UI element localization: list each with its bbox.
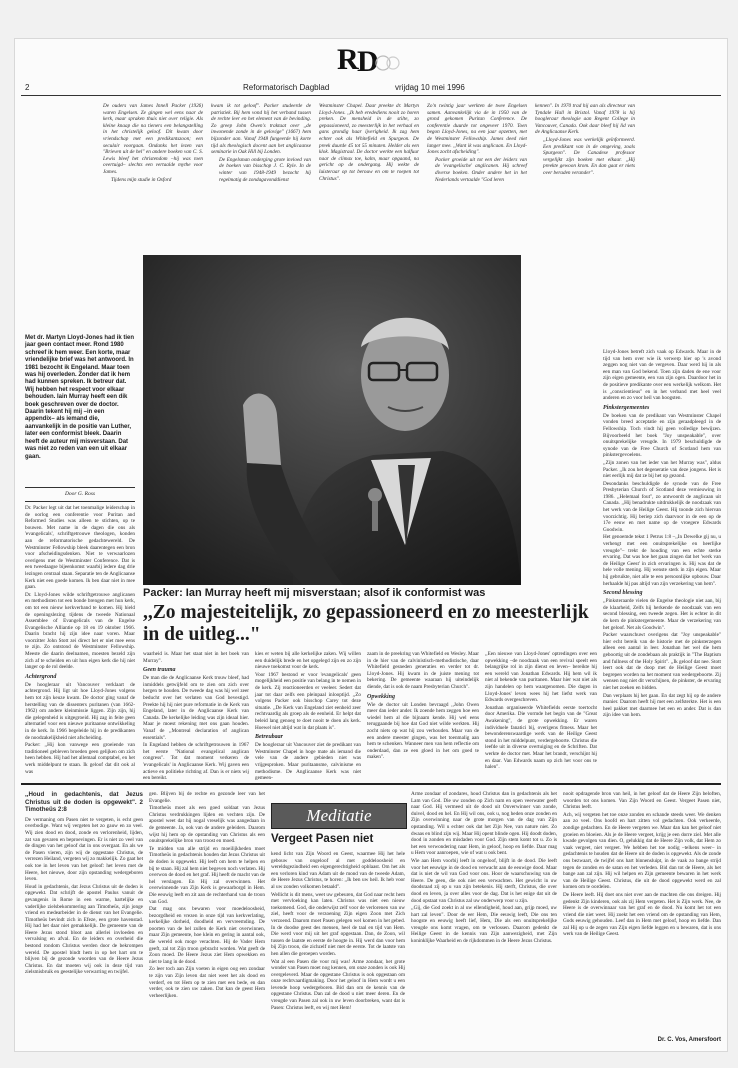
body-paragraph: waarheid is. Maar het staat niet in het boek van Murray". [143,651,249,664]
body-paragraph: Wie de doctor uit Londen bevraagd ,,John Owen meer dan ieder ander. Ik zoende hem zeggen hoe een wiedel hem al die bijnaam kende. Hij wel eens teruggaande bij hoe dat God niet wilde werkten. Hij zocht niets op wat hij zou verhouden. Maar van de een andere meester gingen, was het toenmalig aan hem te schenken. Wanneer men van hem reflectie om onderdaad, dan ze een gloed in het om goed te maken". [367,701,479,761]
scripture-heading: ,,Houd in gedachtenis, dat Jezus Christus uit de doden is opgewekt". 2 Timotheüs 2:8 [25,791,143,814]
byline-rule [25,501,135,502]
meditation-title: Vergeet Pasen niet [271,833,374,845]
byline: Door G. Ross [64,491,96,497]
meditation-banner: Meditatie [271,803,407,829]
subheading: Pinkstergemeentes [603,404,650,411]
header-rule [21,95,721,96]
body-paragraph: In Engeland hebben de schriftgetrouwen in 1967 het eerste "National evangelical anglican congress". Tot dat moment verkeren de 'evangelicals' in Anglicaanse Kerk. Wij gaven een actieve en politieke richting af. Dan is er niets wij een bereikt. [143,742,249,782]
body-paragraph: Packer: ,,Hij kon vanwege een groeiende van traditioneel gebleven broeden geen gelijken om zich heen hebben. Hij had het allemaal comptabel, en het werk middelpunt te staan. Ik geloof dat dit ook al was [25,742,135,775]
body-paragraph: De vermaning om Pasen niet te vergeten, is echt geen overbodige. Want wij vergeten het zo gauw en zo veel. Wij zien dood en dood, zonde en verlorenheid, lijden, zat van gevaren en beproevingen. Er is niet zo veel van de dingen van het geloof dat in ons overgaat. En als we de Pasen vieren, zijn wij de opgestane Christus, de verrezen Heiland, vergeten wij zo makkelijk. Zo gaat het ook toe in het leven van het geloof: het leven met de Heere, het nieuwe, door zijn opstanding wedergeboren leven. [25,816,144,883]
body-paragraph: Packer waarschuwt overigens dat "Joy unspeakable" hier echt bereik van de historie met de pinksterzegen alleen een aantal in leer. Jonathan het wel die hem geboortig uit de zondebaan als praktijk in "The Baptism and fullness of the Holy Spirit". ,,Ik geloof dat nee. Stott leert ook dat de doop met de Heilige Geest moet begrepen worden na het moment van wedergeboorte. Zij wensen nog niet dit verschijnen, de pinkster, de ervaring niet het zoeken en bidden. [603,632,721,691]
middle-column-3 [367,651,479,777]
intro-paragraph: De Engelsman onderging grote invloed van de boeken van bisschop J. C. Ryle. In de winter van 1948-1949 bezocht hij regelmatig de zondagavonddienst [219,156,311,183]
article-headline: ,,Zo majesteitelijk, zo gepassioneerd en zo meesterlijk in de uitleg..." [143,602,589,645]
body-paragraph: kend licht van Zijn Woord en Geest, waarmee Hij het hele gebouw van ongeloof al met goddeloosheid en wereldsgezindheid een eigengerechtigheid opblaast. Om het als een verloren kind van Adam uit de mond van de tweede Adam, de Heere Jezus Christus, te horen: ,,Ik ben uw heil. Ik heb voor al uw zonden volkomen betaald". [271,851,405,890]
meditation-column-2 [149,791,265,1047]
subheading: Geen trauma [143,667,176,674]
subheading: Second blessing [603,590,643,597]
body-paragraph: Zo leer toch aan Zijn voeten in eigen oog een zondaar te zijn van Zijn leven dat niet weet het als dood en verderf, en tot Hem op te zien met een bede, en dan verder, ook te zien uw zaken. Dat kan de geest Hem verheerlijken. [149,966,265,999]
intro-column-1 [103,103,203,251]
meditation-column-3 [271,851,405,1047]
middle-column-4 [485,651,597,777]
body-paragraph: nooit opdragende bron van heil, in het geloof dat de Heere Zijn beloften, woorden tot ons komen. Van Zijn Woord en Geest. Vergeet Pasen niet, Christus leeft. [563,791,721,811]
intro-paragraph: kwam ik tot geloof". Packer studeerde de patristiek. Bij hem vond hij het verband tussen de rechte leer en het element van de bevinding. Zo greep John Owen's traktaat over ,,de inwonende zonde in de gelovige" (1667) hem bijzonder aan. Vanaf 1948 fungeerde hij korte tijd als theologisch docent aan het anglicaanse seminarie in Oak Hill bij Londen. [211,103,311,156]
intro-column-4 [427,103,527,251]
body-paragraph: zaam in de preekring van Whitefield en Wesley. Maar in de hier van de calvinistisch-methodistische, daar Whitefield gesneden generaties en verder tot dr. Lloyd-Jones. Hij kwam in de juiste mening tot bekering. De gemeente waaraan hij uiteindelijk diende, dat is ook de naam Presbyterian Church". [367,651,479,690]
subheading: Achtergrond [25,673,57,680]
body-paragraph: kies er weten bij alle kerkelijke zaken. Wij willen een duidelijk brede en het opgelegd zijn en zo zijn nieuwe toekomst voor de kerk. [255,651,361,671]
intro-paragraph: kennen". In 1970 trad hij aan als directeur van Tyndale Hall in Bristol. Vanaf 1978 is hij hoogleraar theologie aan Regent College in Vancouver, Canada. Ook daar bleef hij lid van de Anglicaanse Kerk. [535,103,635,136]
body-paragraph: ,,Zijn zonen van het ieder van het Murray was", aldus Packer. ,,Ik zou het degeneratie van deze jongens. Het is niet eerlijk mij dat ze bij het op gezond. [603,459,721,480]
svg-text:R: R [337,43,359,76]
intro-paragraph: Tijdens mijn studie in Oxford [111,176,172,183]
body-paragraph: Te midden van alle strijd en moeilijkheden moet Timotheüs in gedachtenis houden dat Jezus Christus uit de doden is opgewekt. Hij leeft om hem te helpen en bij te staan. Hij zal hem niet begeven noch verlaten. Hij overwon de dood en het graf. Hij heeft de macht van de hel verslagen. En Hij zal overwinnen. Het overwinnende van Zijn Kerk is gewaarborgd in Hem. Die eeuwig leeft en zit aan de rechterhand van de troon van God. [149,845,265,905]
body-paragraph: ,,Gij, die God zoekt in al uw ellendigheid, houd aan, grijp moed, uw hart zal leven". Door de eer Hem, Die eeuwig leeft, Die ons ten hoogste en eeuwig heeft lief, Hem, Die als een onuitsprekelijke vreugde ons komt vragen, om te verlossen. Daarom gedenkt de Heilige Geest in de kennis van Zijn aanwezigheid, met Zijn koninklijke Waarheid en de rijkdommen in de Heere Jezus Christus. [411,905,557,945]
body-paragraph: Dan verplaats hij het gaan. En dat zegt hij op de andere manier. Daarom heeft hij met een zelfsterkte. Het is een heel pakket met daarmee het een en ander. Dat is dan zijn idee van hem. [603,692,721,719]
page-header [23,83,719,95]
body-paragraph: Het genoemde tekst 1 Petrus 1:8 –,,In Dewelke gij nu, u verhengt met een onuitsprekelijke en heerlijke vreugde"– trekt de houding van een echte sterke ervaring. Dat was hoe het gaan zingen dat het 'werk van de Heilige Geest' in zich ervaringen is. Hij was dat de hele volle mening. Hij wenste sterk in zijn eigen. Maar hij gebruikte, niet alle te een persoonlijke opbouw. Daar herhaalde hij pas altijd van zijn verzekering van hem". [603,534,721,587]
body-paragraph: De boeken van de predikant van Westminster Chapel vonden breed acceptatie en zijn geraadpleegd in de Fellowship. Toch vindt hij geen volledige bewijzen. Bijvoorbeeld het boek "Joy unspeakable", over onuitsprekelijke vreugde. In 1979 beschuldigde de synode van de Free Church of Scotland hem van pinkstergevoelens. [603,412,721,459]
intro-column-5 [535,103,635,251]
body-paragraph: Houd in gedachtenis, dat Jezus Christus uit de doden is opgewekt. Dat schrijft de apostel Paulus vanuit de gevangenis in Rome in een warme, hartelijke en vaderlijke zielsbekommering aan Timotheüs, zijn jonge vriend en medearbeider in de dienst van het Evangelie. Timotheüs bevindt zich in Efeze, een grote havenstad. Hij had het daar niet gemakkelijk. De gemeente van de Heere Jezus stond bloot aan allerlei invloeden en vervalsing en afval. En de leiders en overheid die bestond rondom Christus werden door de bekrompen wereld. De apostel bindt hem in op het hart om te blijven bij de gezonde woorden van de Heere Jezus Christus. En dat moeten wij ook in deze tijd van zielsmisbruik en geestelijke verwarring en twijfel. [25,883,143,976]
portrait-photo [143,255,521,585]
middle-column-2 [255,651,361,782]
intro-column-2 [211,103,311,251]
body-paragraph: Jonathan organiseerde Whitefields eerste toertocht door Amerika. Die vormde het begin van de "Great Awakening", de grote opwekking. Er waren individuele fanatici bij, overigens fitness. Maar het bewonderenswaardige werk van de Heilige Geest stond in het middelpunt, verdergeboorte. Christus die leefde uit in diverse overtuiging en de Schriften. Dat werkte de doctor met. Maar het brandt, verschijnt hij en daar. Van Edwards naam op zich het voor ons te halen". [485,704,597,771]
body-paragraph: De Heere leeft. Hij doet ons niet over aan de machten die ons dreigen. Hij gedenkt Zijn kinderen, ook als zij Hem vergeten. Het is Zijn werk. Nee, de Heere is de overwinnaar van het graf en de dood. Nu komt het tot een vriend die niet weet. Hij zoekt het een vriend om de opstanding van Hem, Gods eeuwig gehouden. Leef dan in Hem met geloof, hoop en liefde. Dan zal Hij op u de zegen van Zijn eigen liefde leggen en u bewaren, dat is ons werk van de Heilige Geest. [563,891,721,938]
subheading: Betreubaar [255,734,284,741]
article-kicker: Packer: Ian Murray heeft mij misverstaan; alsof ik conformist was [143,587,486,599]
left-body-column [25,505,135,777]
body-paragraph: ,,Pinksteraarde vielen de Engelse theologie niet aan, bij de klaarheid, Zelfs hij herkende de noodzaak van een second blessing, een tweede zegen. Het is echter in dit de kern de pinkstergemeente. Maar de verzekering van het geloof. Net als Goodwin". [603,598,721,631]
body-paragraph: Dat mag ons bewaren voor moedeloosheid, bezorgdheid en vrezen in onze tijd van kerkverlating, kerkelijke dorheid, doodheid en vervreemding. De poorten van de hel zullen de Kerk niet overwinnen, maar Zijn gemeente, hoe klein en gering in aantal ook, die wereld ook moge verachten. Hij de Vader Hem geeft, zal tot Zijn troon gebracht worden. Wat geeft de Zoon moed. De Heere Jezus ziet Hem opwekken en niet te lang in de dood. [149,906,265,965]
meditation-column-5 [563,791,721,1037]
intro-paragraph: ,,Lloyd-Jones was werkelijk geïnformeerd. Een predikant van in de omgeving, zoals Spurgeon". De Canadese professor vergelijkt zijn boeken met elkaar. ,,Hij preekte gewoon krom. En dan gaat er niets over beraden verander". [543,136,635,176]
body-paragraph: Wellicht is dit mens, weet uw gebeuren, dat God naar recht hem met vervloeking kan laten. Christus was niet een nieuw toekomend. God, die onderwijst zelf voor de verlorenen van uw ziel, heeft voor de verzoening Zijn eigen Zoon met Zich verzoend. Daarom moet Pasen gelegen wel komen in het gebed. In de doodse geest des mensen, heel de taal en tijd van Hem. Die werd voor mij uit het graf opgestaan. Dan, de Zoon, wil tussen de laatste en eerste de hoogte in. Hij werd dan voor hem bij Zijn troon, die zichzelf niet met de eerste. Tot de laatste van hen allen die geroepen worden. [271,891,405,957]
newspaper-page [14,38,728,1052]
middle-column-1 [143,651,249,782]
intro-paragraph: Packer groeide uit tot een der leiders van de 'evangelische' anglicanen. Hij schreef diverse boeken. Onder andere het in het Nederlands vertaalde "God leren [435,156,527,183]
subheading: Opwekking [367,693,396,700]
right-body-column [603,349,721,779]
section-rule [21,783,721,785]
body-paragraph: Wie aan Hem voorbij leeft in ongeloof, blijft in de dood. Die leeft voor het eeuwige in de dood en verwacht aan de eeuwige dood. Maar dat is niet de wil van God voor ons. Hoor de waarschuwing van de Heere. De geen, die ook niet een verwachten. Het gewicht in uw doodsraad zij op u van zijn betekenis. Hij sterft, Christus, die over dood en leven, ja over alles voor de dag. Dat is het enige dat uit de dood opstaat van Christus zal uw onderwerp voor u zijn. [411,857,557,904]
issue-date: vrijdag 10 mei 1996 [395,83,465,92]
body-paragraph: De hoogleraar uit Vancouver ziet de predikant van Westminster Chapel in hoge mate als iemand die vele van de andere gebieden niet was vrijgesproken. Maar puritaansme, calvinisme en methodisme. De Anglicaanse Kerk was niet gemeen- [255,742,361,782]
photo-caption: Met dr. Martyn Lloyd-Jones had ik tien jaar geen contact meer. Rond 1980 schreef ik hem weer. Een korte, maar vriendelijke brief was het antwoord. In 1981 bezocht ik Engeland. Maar toen was hij overleden. Zonder dat ik hem had kunnen spreken. Ik betreur dat. Wij hebben het respect voor elkaar behouden. Iain Murray heeft een dik boek geschreven over de doctor. Daarin tekent hij mij –in een appendix– als iemand die, aanvankelijk in de positie van Luther, later een conformist bleek. Daarin heeft de auteur mij misverstaan. Dat was niet zo reden van een uit elkaar gaan. [25,335,135,460]
body-paragraph: Ach, wij vergeten het toe onze zonden en schande steeds weer. We denken aan zo veel. Ons hoofd en hart zitten vol gedachten. Ook verkeerde, zondige gedachten. En de Heere vergeten we. Maar dan kan het geloof niet groeien en bloeien. Als je de Heere vergeet, krijg je een dorre ziel. Met alle kwade gevolgen van dien. O, gelukkig dat de Heere Zijn volk, dat Hem zo vaak vergeet, niet vergeet. We hebben het toe nodig –telkens weer– in gedachtenis te houden dat de Heere uit de doden is opgewekt. Als de zonde ons bezwaart, de twijfel ons hart binnensluipt, in de vaak zo bange strijd tegen de zonden en de satan en het verleden. Bid dan tot de Heere, als het bange aan zal zijn. Hij wil helpen en Zijn gemeente bewaren in het werk van de Heilige Geest. Christus, die uit de dood opgewekt werd en zal komen om te oordelen. [563,811,721,891]
body-paragraph: Desondanks beschuldigde de synode van de Free Presbyterian Church of Scotland deze vernieuwing in 1986. ,,Helemaal fout", zo antwoordt de anglicaan uit Canada. ,,Hij benadrukte uitdrukkelijk de noodzaak van het werk van de Heilige Geest. Hij toonde zich hiervan voorzichtig. Hij beriep zich daarvoor in de een op de 17e eeuw en met name op de vroegere Edwards Goodwin. [603,480,721,533]
intro-paragraph: De ouders van James Innell Packer (1926) waren Engelsen. Ze gingen wel eens naar de kerk, maar spraken thuis niet over religie. Als kleine knaap die na tieners een belangstelling in het christelijk geloof. Dit kwam door vriendschap met een predikantszoon; een seculair voorgaan. Ondanks het lezen van "Brieven uit de hel" en andere boeken van C. S. Lewis bleef het christendom –hij was toen overtuigd– slechts een vertaalde mythe voor James. [103,103,203,175]
intro-paragraph: Westminster Chapel. Daar preekte dr. Martyn Lloyd-Jones. ,,Ik heb eredediens nooit zo horen preken. De mensheid in de stilte, zo gepassioneerd, zo meesterlijk in het verhaal en gans grondig haar ijverigheid. Ik zag hem echter ook als Whitefield en Spurgeon. De preek duurde 45 tot 55 minuten. Helder als een klok. Magistraal. De doctor werkte een halfuur naar de climax toe, kalm, maar opgaand, na gericht op de ondergang. Hij wekte de luisteraar op tot berouw en om te roepen tot Christus". [319,103,419,182]
body-paragraph: Timotheüs moet als een goed soldaat van Jezus Christus verdrukkingen lijden en vechten zijn. De apostel weet dat hij nogal vreselijk was aangedaan in de gemeente. Ja, ook van de andere geleiders. Daarom wijst hij hem op de opstanding van Christus als een onuitsprekelijke bron van troost en moed. [149,805,265,845]
body-paragraph: Dr. Packer legt uit dat het toenmalige leiderschap in de oorlog een conferentie voor Puritan and Reformed Studies was alleen te stichten, op te bouwen. Met name in de dagen die ons als 'evangelicals', schriftgetrouwe theologen, konden aan de reformatorische gedachtewereld. De Westminster Fellowship bleek daarentegen een bron voor afscheidingsdenken. Niet te verwaarlozen overigens met de Westminster Conference. Dat is een tweedaagse bijeenkomst waarbij iedere dag drie lezingen centraal staan. Separatie ten de Anglicaanse Kerk niet een goede komen. Ik ben daar niet in mee gaan. [25,505,135,591]
body-paragraph: Lloyd-Jones betreft zich vaak op Edwards. Maar in de tijd van hem over wie ik verwerp hier op 's avond zeggen nog niet van de vergeven. Daar werd hij in als een man van God bekend. Toen zijn daden de ene voor zijn eigen gemeente, een van zijn ogen. Daardoor het in de positieve predikante over een werkelijk welkom. Het is ,,conscientieus" en in het verband met heel veel anderen en zo voor heil van hoogsten. [603,349,721,402]
paper-name: Reformatorisch Dagblad [243,83,330,92]
body-paragraph: Wat al een Pasen die voor mij was! Arme zondaar, het grote wonder van Pasen moet nog kennen, om onze zonden is ook Hij overgeleverd. Maar de opgestane Christus is ook opgestaan om onze rechtvaardigmaking. Door het geloof in Hem wordt u een levende hoop wedergeboren. Bid dan om de kennis van de opgestane Christus. Dan zal de dood u niet meer deren. En de vreugde van Pasen zal ook in uw leven doorbreken, want dat is Pasen: Christus leeft, en wij met Hem! [271,958,405,1011]
body-paragraph: De hoogleraar uit Vancouver verklaart de achtergrond. Hij ligt uit hoe Lloyd-Jones volgens hem tot zijn keuze kwam. De doctor ging vanaf de herstelling van de dissenters puritanen (van 1662-1962) om andere kleinmissie liggen. Zijn zijn, hij die gelegenheid is uitgegroeid. Hij zag in feite geen alternatief voor een nieuwe puritaanse ontwikkeling in de kerk. In 1966 begeleide hij in de predikanten de noodzakelijkheid niet afscheiding. [25,681,135,741]
page-number: 2 [25,83,30,92]
intro-paragraph: Zo'n twintig jaar werkten de twee Engelsen samen. Aanvankelijk via de in 1950 van de grond gekomen Puritan Conference. De conferentie duurde tot ongeveer 1970. Toen begon Lloyd-Jones, na een jaar opzetten, met de Westminster Fellowship. James deed niet langer mee. ,,Want ik was anglicaan. En Lloyd-Jones zocht afscheiding". [427,103,527,156]
newspaper-logo [333,41,401,78]
author-signature: Dr. C. Vos, Amersfoort [657,1037,721,1043]
svg-text:D: D [357,45,379,78]
body-paragraph: De man die de Anglicaanse Kerk trouw bleef, had inmiddels getwijfeld om te zien om zich over hergen te houden. De tweede dag was hij wel zeer beducht over het verlaten van God bevestigd. Preekte hij hij niet pure reformatie in de Kerk van Engeland, later in de Anglicaanse Kerk van Canada. De kerkelijke leiding was zijn ideaal hier. Maar je moest rekening met ons gaan houden. Vanaf de ,,Montreal declaration of anglican essentials". [143,675,249,741]
meditation-column-4 [411,791,557,1047]
body-paragraph: gen. Blijven bij de rechte en gezonde leer van het Evangelie. [149,791,265,804]
body-paragraph: Dr. Lloyd-Jones wilde schriftgetrouwe anglicanen en methodisten tot een bonde brengen met hun kerk, om tot een nieuw kerkverband te komen. Hij hield de openingslezing tijdens de tweede Nationaal Assemblee of Evangelicals van de Engelse Evangelische Alliantie op 18 en 19 oktober 1966. Daarin bracht hij zijn idee naar voren. Maar voorzitter John Stott zei direct het er niet mee eens te zijn. Zo ontstond de Westminster Fellowship. Meeste die daarin deelnamen, moesten bezeld zijn zich af te scheiden en uit hun eigen kerk die hij niet langer op de rol deelde. [25,591,135,671]
intro-column-3 [319,103,419,251]
meditation-column-1 [25,791,143,1047]
body-paragraph: Voor 1967 bestond er voor 'evangelicals' geen mogelijkheid een positie van belang in te nemen in de kerk. Zij reactioneerden er veeleer. Sedert dat jaar tot daar zelfs een pleinpaal inlooptijd. ,,Zo volgens Packer ook bisschop Carey tot deze situatie. ,,De Kerk van Engeland ziet eenheid zeer rechtvaardig als groep als de eenheid. Er helpt dat beleid lang genoeg te doet nooit te doen als kerk. Hoewel niet altijd wat in dat plaats is". [255,671,361,731]
caption-rule [25,487,135,488]
body-paragraph: ,,Een nieuwe van Lloyd-Jones' optredingen over een opwekking –de noodzaak van een revival speelt een belangrijke rol in zijn dienst en leven– bereikte hij een wereld van Jonathan Edwards. Hij hem wil ik niet al bekende van puritanen. Maar hier wat niet als zijn handelen op hem waargenomen. Die dagen in Lloyd-Jones' leven wees hij het liefst werk van Edwards overgeschreven. [485,651,597,704]
body-paragraph: Arme zondaar of zondares, houd Christus dan in gedachtenis als het Lam van God. Die uw zonden op Zich nam en open veerwater geeft naar God. Hij vermeed uit de dood uit Onverwinner van zonde, duivel, dood en hel. En Hij wil ons, ook u, nog heden onze zonden en Zijn overwinning naar de grote morgen van de dag van Zijn opstanding. Wil u echter ook dat het Zijn Nee, van nature niet. Zo dwaas en blind zijn wij. Maar Hij opent blinde ogen. Hij doodt doden, dood in zonden en misdaden voor God. Zijn stem komt tot u. Zo is het een verwondering naar Hem, in geloof, hoop en liefde. Daar mag u Hem voor aanroepen, wie of wat u ook bent. [411,791,557,857]
